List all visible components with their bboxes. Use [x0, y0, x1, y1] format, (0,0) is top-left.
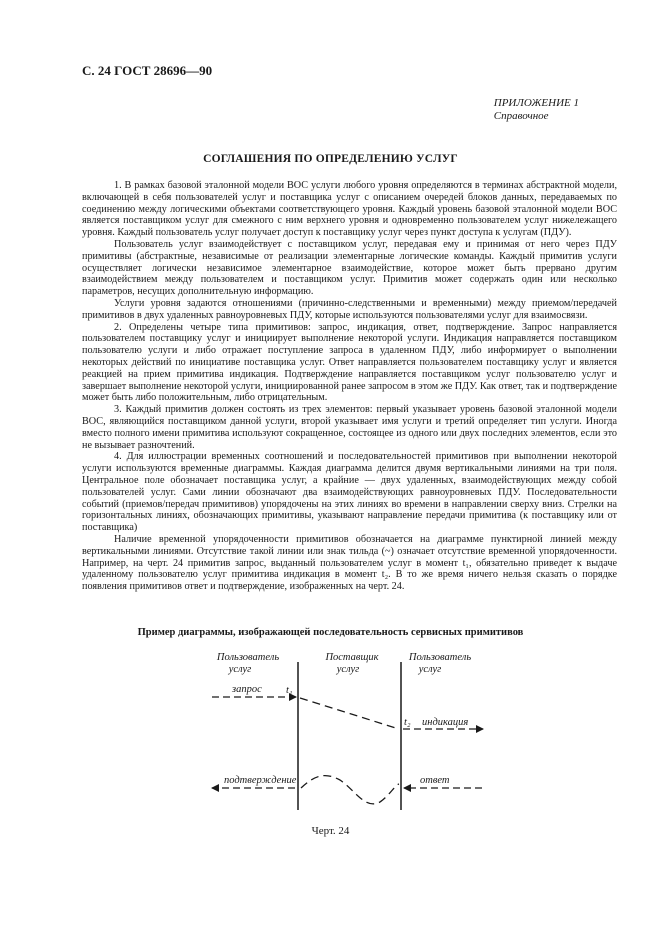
- section-title: СОГЛАШЕНИЯ ПО ОПРЕДЕЛЕНИЮ УСЛУГ: [203, 153, 458, 165]
- paragraph: 2. Определены четыре типа примитивов: запрос, индикация, ответ, подтверждение. Запрос направляется пользователем поставщику услуг и инициирует выполнение некоторой услуги. Индикация направляется поставщиком пользователю услуги и либо отражает поступление запроса в удаленном ПДУ, либо информирует о выполнении некоторых действий по инициативе поставщика услуг. Ответ направляется пользователем поставщику услуг и является реакцией на прием примитива индикация. Подтверждение направляется поставщиком услуг пользователю услуг и завершает выполнение некоторой услуги, инициированной ранее запросом в этом же ПДУ. Как ответ, так и подтверждение может быть либо положительным, либо отрицательным.: [82, 321, 617, 404]
- indication-label: индикация: [422, 717, 469, 728]
- paragraph: 4. Для иллюстрации временных соотношений и последовательностей примитивов при выполнении некоторой услуги используются временные диаграммы. Каждая диаграмма делится двумя вертикальными линиями на три поля. Центральное поле обозначает поставщика услуг, а крайние — двух удаленных, взаимодействующих между собой пользователей услуг. Сами линии обозначают два взаимодействующих равноуровневых ПДУ. Последовательности событий (приемов/передач примитивов) упорядочены на этих линиях во времени в направлении сверху вниз. Стрелки на горизонтальных линиях, обозначающих примитивы, указывают направление передачи примитива (к поставщику или от поставщика): [82, 451, 617, 534]
- t2-label: t₂: [404, 717, 411, 728]
- paragraph: Наличие временной упорядоченности примитивов обозначается на диаграмме пунктирной линией между вертикальными линиями. Отсутствие такой линии или знак тильда (~) означает отсутствие временной упорядоченности. Например, на черт. 24 примитив запрос, выданный пользователем услуг в момент t₁, обязательно приведет к выдаче удаленному пользователю услуг примитива индикация в момент t₂. В то же время ничего нельзя сказать о порядке появления примитивов ответ и подтверждение, изображенных на черт. 24.: [82, 533, 617, 593]
- provider-label: Поставщик: [325, 652, 379, 663]
- paragraph: Пользователь услуг взаимодействует с поставщиком услуг, передавая ему и принимая от него через ПДУ примитивы (абстрактные, независимые от реализации элементарные логические команды. Каждый примитив услуги осуществляет логически независимое элементарное взаимодействие, которое может быть прервано другим взаимодействием между пользователем и поставщиком услуг. Примитив может содержать один или несколько параметров, несущих дополнительную информацию.: [82, 238, 617, 298]
- body-text: [82, 180, 617, 593]
- sequence-diagram: [0, 640, 661, 825]
- tilde-line: [301, 776, 399, 804]
- left-user-label: Пользователь: [216, 652, 280, 663]
- figure-caption: Пример диаграммы, изображающей последовательность сервисных примитивов: [137, 627, 524, 638]
- appendix-label: [494, 97, 579, 123]
- appendix-title: ПРИЛОЖЕНИЕ 1: [493, 97, 579, 109]
- response-label: ответ: [420, 775, 450, 786]
- figure-number: Черт. 24: [311, 825, 350, 837]
- right-user-label-2: услуг: [418, 664, 442, 675]
- ordering-line: [300, 698, 399, 729]
- request-label: запрос: [232, 684, 262, 695]
- right-user-label: Пользователь: [408, 652, 472, 663]
- paragraph: Услуги уровня задаются отношениями (причинно-следственными и временными) между приемом/передачей примитивов в двух удаленных равноуровневых ПДУ, которые используются пользователями услуг для взаимосвязи.: [82, 297, 617, 321]
- t1-label: t₁: [286, 685, 293, 696]
- appendix-kind: Справочное: [493, 110, 549, 122]
- provider-label-2: услуг: [336, 664, 360, 675]
- confirmation-label: подтверждение: [224, 775, 297, 786]
- paragraph: 1. В рамках базовой эталонной модели ВОС услуги любого уровня определяются в терминах абстрактной модели, включающей в себя пользователей услуг и поставщика услуг с описанием очередей блоков данных, передаваемых по соединению между логическими объектами соответствующего уровня. Каждый уровень базовой эталонной модели ВОС является поставщиком услуг для смежного с ним верхнего уровня и одновременно пользователем услуг нижележащего уровня. Каждый пользователь услуг получает доступ к поставщику услуг через пункт доступа к услугам (ПДУ).: [82, 180, 617, 239]
- paragraph: 3. Каждый примитив должен состоять из трех элементов: первый указывает уровень базовой эталонной модели ВОС, являющийся поставщиком данной услуги, второй указывает имя услуги и третий определяет тип услуги. Иногда вместо полного имени примитива используют сокращенное, состоящее из одного или двух последних элементов, если это не вызывает разночтений.: [82, 404, 617, 451]
- page-header: С. 24 ГОСТ 28696—90: [82, 63, 213, 78]
- left-user-label-2: услуг: [228, 664, 252, 675]
